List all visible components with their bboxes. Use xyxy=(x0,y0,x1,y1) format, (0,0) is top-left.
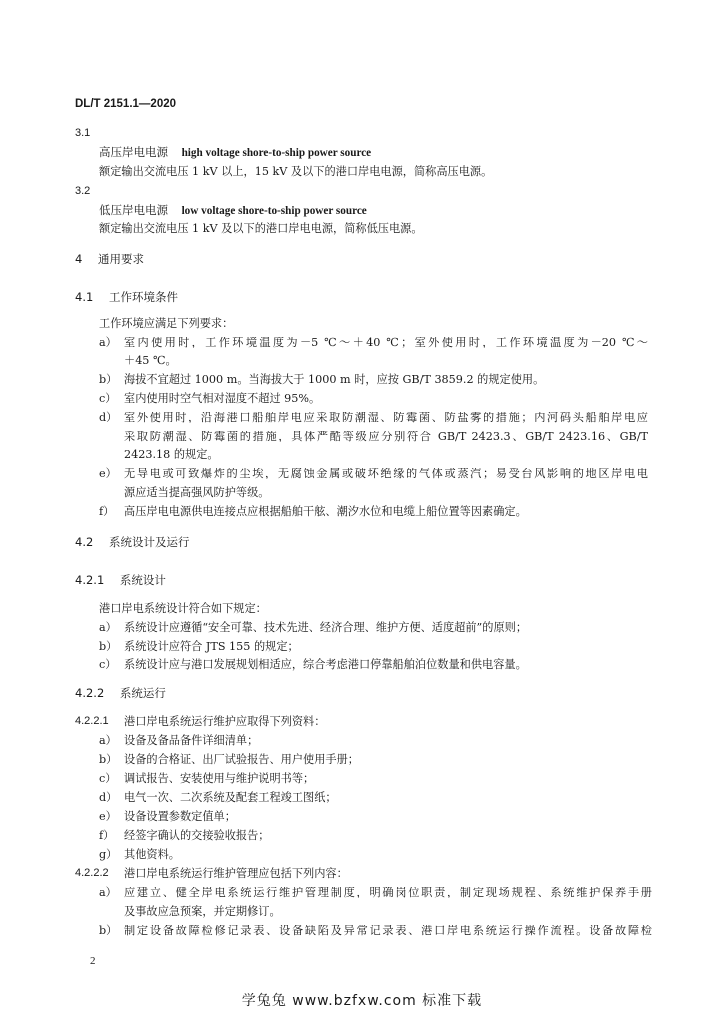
list-item-text: 制定设备故障检修记录表、设备缺陷及异常记录表、港口岸电系统运行操作流程。设备故障检 xyxy=(124,925,652,937)
list-marker: b） xyxy=(99,640,118,653)
term-en: low voltage shore-to-ship power source xyxy=(181,205,367,217)
section-number: 4.2 xyxy=(75,535,94,549)
list-marker: b） xyxy=(99,924,118,937)
list-item-text: 室内使用时空气相对湿度不超过 95%。 xyxy=(124,392,321,405)
list-item-text: 采取防潮湿、防霉菌的措施，具体严酷等级应分别符合 GB/T 2423.3、GB/T 2423.16、GB/T xyxy=(124,431,648,443)
list-item-text: 室内使用时，工作环境温度为－5 ℃～＋40 ℃；室外使用时，工作环境温度为－20 ℃～ xyxy=(124,337,648,349)
list-marker: d） xyxy=(99,411,118,424)
section-number: 4.2.1 xyxy=(75,573,105,587)
clause-number: 4.2.2.2 xyxy=(75,867,109,879)
term-number: 3.2 xyxy=(75,185,91,197)
list-marker: c） xyxy=(99,658,117,671)
section-title: 系统运行 xyxy=(119,686,166,700)
list-item-text: ＋45 ℃。 xyxy=(124,354,177,367)
section-number: 4 xyxy=(75,252,83,266)
subsection-heading xyxy=(75,537,189,549)
list-item-text: 2423.18 的规定。 xyxy=(124,448,219,461)
subsection-heading xyxy=(75,575,166,587)
list-item-text: 源应适当提高强风防护等级。 xyxy=(124,486,270,499)
list-marker: a） xyxy=(99,336,117,349)
list-item-text: 系统设计应遵循“安全可靠、技术先进、经济合理、维护方便、适度超前”的原则； xyxy=(124,621,528,634)
section-title: 系统设计及运行 xyxy=(108,535,190,549)
subsection-heading xyxy=(75,292,178,304)
list-item-text: 设备及备品备件详细清单； xyxy=(124,734,259,747)
list-marker: a） xyxy=(99,621,117,634)
list-item-text: 高压岸电电源供电连接点应根据船舶干舷、潮汐水位和电缆上船位置等因素确定。 xyxy=(124,505,527,518)
list-item-text: 电气一次、二次系统及配套工程竣工图纸； xyxy=(124,791,337,804)
list-marker: a） xyxy=(99,886,117,899)
standard-id-header: DL/T 2151.1—2020 xyxy=(75,98,177,110)
list-item-text: 其他资料。 xyxy=(124,848,180,861)
paragraph: 港口岸电系统运行维护应取得下列资料： xyxy=(124,715,326,728)
list-item-text: 系统设计应符合 JTS 155 的规定； xyxy=(124,640,299,653)
term-cn: 低压岸电电源 xyxy=(99,203,168,217)
list-marker: e） xyxy=(99,810,117,823)
paragraph: 港口岸电系统运行维护管理应包括下列内容： xyxy=(124,867,348,880)
list-marker: c） xyxy=(99,392,117,405)
term-cn: 高压岸电电源 xyxy=(99,145,168,159)
list-marker: b） xyxy=(99,373,118,386)
section-title: 通用要求 xyxy=(97,252,144,266)
list-item-text: 设备的合格证、出厂试验报告、用户使用手册； xyxy=(124,753,359,766)
list-marker: c） xyxy=(99,772,117,785)
section-number: 4.1 xyxy=(75,290,94,304)
paragraph: 港口岸电系统设计符合如下规定： xyxy=(99,602,267,615)
page-number: 2 xyxy=(90,955,96,967)
term-en: high voltage shore-to-ship power source xyxy=(181,147,372,159)
paragraph: 工作环境应满足下列要求： xyxy=(99,317,234,330)
list-item-text: 海拔不宜超过 1000 m。当海拔大于 1000 m 时，应按 GB/T 3859.2 的规定使用。 xyxy=(124,373,545,386)
term-definition: 额定输出交流电压 1 kV 及以下的港口岸电电源，简称低压电源。 xyxy=(99,222,423,235)
list-item-text: 应建立、健全岸电系统运行维护管理制度，明确岗位职责，制定现场规程、系统维护保养手册 xyxy=(124,887,652,899)
section-number: 4.2.2 xyxy=(75,686,105,700)
term-heading xyxy=(99,205,367,217)
list-item-text: 调试报告、安装使用与维护说明书等； xyxy=(124,772,315,785)
section-title: 系统设计 xyxy=(119,573,166,587)
list-item-text: 室外使用时，沿海港口船舶岸电应采取防潮湿、防霉菌、防盐雾的措施；内河码头船舶岸电应 xyxy=(124,412,648,424)
list-item-text: 经签字确认的交接验收报告； xyxy=(124,829,270,842)
list-marker: f） xyxy=(99,505,115,518)
term-heading xyxy=(99,147,371,159)
footer-watermark-text: 学兔兔 www.bzfxw.com 标准下载 xyxy=(241,993,483,1009)
list-item-text: 设备设置参数定值单； xyxy=(124,810,236,823)
list-marker: b） xyxy=(99,753,118,766)
list-item-text: 无导电或可致爆炸的尘埃，无腐蚀金属或破坏绝缘的气体或蒸汽；易受台风影响的地区岸电电 xyxy=(124,468,648,480)
list-marker: f） xyxy=(99,829,115,842)
section-heading xyxy=(75,254,144,266)
list-item-text: 及事故应急预案，并定期修订。 xyxy=(124,905,281,918)
term-number: 3.1 xyxy=(75,127,91,139)
subsection-heading xyxy=(75,688,166,700)
list-marker: a） xyxy=(99,734,117,747)
list-marker: e） xyxy=(99,467,117,480)
list-marker: g） xyxy=(99,848,118,861)
list-item-text: 系统设计应与港口发展规划相适应，综合考虑港口停靠船舶泊位数量和供电容量。 xyxy=(124,658,527,671)
section-title: 工作环境条件 xyxy=(108,290,178,304)
list-marker: d） xyxy=(99,791,118,804)
clause-number: 4.2.2.1 xyxy=(75,715,109,727)
term-definition: 额定输出交流电压 1 kV 以上，15 kV 及以下的港口岸电电源，简称高压电源。 xyxy=(99,165,493,178)
